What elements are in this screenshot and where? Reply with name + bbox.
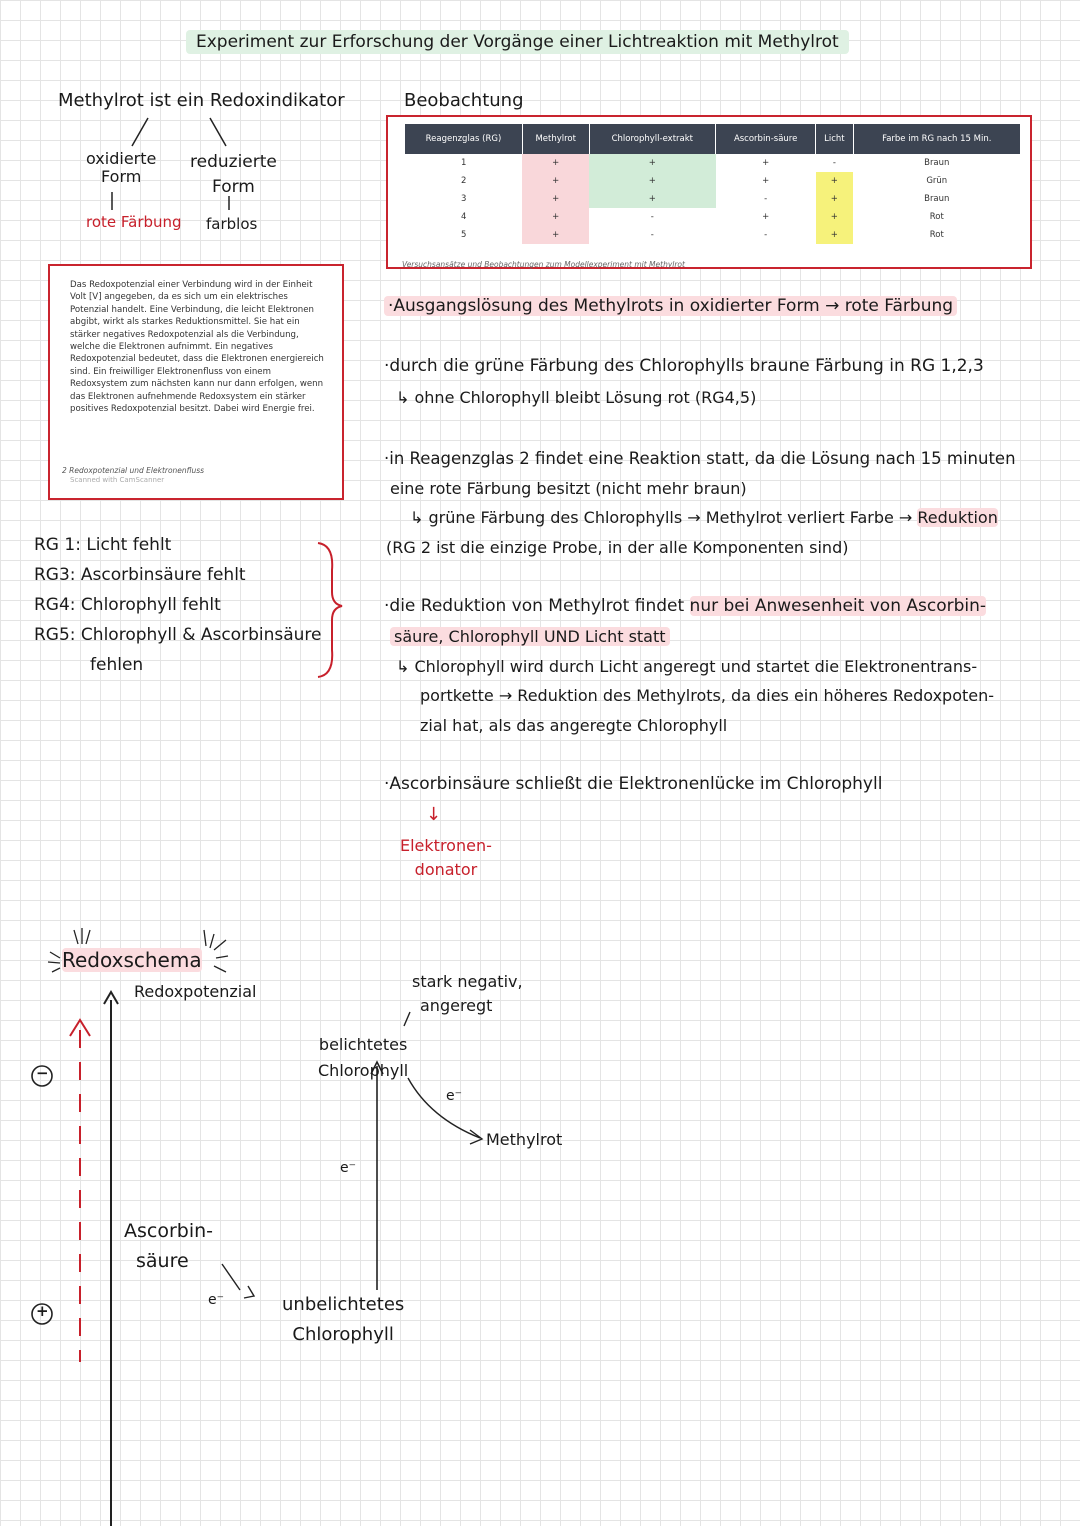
- note-1: ·Ausgangslösung des Methylrots in oxidierter Form → rote Färbung: [384, 296, 957, 316]
- table-cell: +: [522, 154, 589, 172]
- table-cell: +: [522, 226, 589, 244]
- ascorbin-line2: säure: [136, 1250, 189, 1272]
- table-cell: +: [522, 172, 589, 190]
- belichtet-line1: belichtetes: [318, 1035, 408, 1054]
- note-4a-highlight: nur bei Anwesenheit von Ascorbin-: [689, 596, 987, 616]
- list-item: RG4: Chlorophyll fehlt: [34, 595, 221, 615]
- reduced-line2: Form: [212, 177, 255, 197]
- list-item: RG 1: Licht fehlt: [34, 535, 172, 555]
- table-cell: +: [816, 172, 853, 190]
- oxidized-line2: Form: [101, 167, 142, 186]
- methylrot-schema-label: Methylrot: [486, 1130, 563, 1149]
- table-cell: 2: [460, 176, 467, 186]
- table-cell: +: [816, 226, 853, 244]
- table-cell: +: [522, 208, 589, 226]
- ascorbinsaeure-schema-label: [124, 1216, 213, 1276]
- table-header: Licht: [816, 124, 853, 154]
- note-4c: ↳ Chlorophyll wird durch Licht angeregt und startet die Elektronentrans-: [396, 657, 978, 676]
- minus-sign: −: [36, 1064, 49, 1082]
- table-cell: +: [762, 176, 770, 186]
- note-4a-text: ·die Reduktion von Methylrot findet: [384, 596, 685, 616]
- observation-label: Beobachtung: [404, 90, 524, 111]
- belichtetes-chlorophyll: [318, 1032, 408, 1084]
- electron-label-middle: e⁻: [340, 1160, 357, 1176]
- table-cell: 3: [460, 194, 467, 204]
- branch-line-right: [210, 118, 226, 146]
- brace: [318, 543, 342, 677]
- table-cell: Rot: [929, 230, 944, 240]
- electron-donor-line1: Elektronen-: [400, 836, 492, 855]
- scanner-watermark: Scanned with CamScanner: [70, 476, 165, 484]
- methylrot-heading: Methylrot ist ein Redoxindikator: [58, 90, 345, 111]
- list-item: fehlen: [90, 655, 144, 675]
- table-cell: -: [764, 230, 768, 240]
- plus-sign: +: [36, 1302, 49, 1320]
- list-item: RG3: Ascorbinsäure fehlt: [34, 565, 246, 585]
- note-3c-highlight: Reduktion: [917, 508, 998, 527]
- oxidized-line1: oxidierte: [86, 149, 157, 168]
- unbelichtet-line1: unbelichtetes: [282, 1294, 405, 1315]
- table-cell: +: [589, 154, 716, 172]
- table-cell: +: [522, 190, 589, 208]
- page-title: Experiment zur Erforschung der Vorgänge einer Lichtreaktion mit Methylrot: [186, 30, 849, 54]
- table-cell: +: [762, 212, 770, 222]
- note-2b: ↳ ohne Chlorophyll bleibt Lösung rot (RG4,5): [396, 388, 757, 407]
- ascorbin-line1: Ascorbin-: [124, 1220, 214, 1242]
- table-cell: Rot: [929, 212, 944, 222]
- belichtet-line2: Chlorophyll: [318, 1061, 409, 1080]
- note-3d: (RG 2 ist die einzige Probe, in der alle Komponenten sind): [386, 538, 849, 557]
- oxidized-color: rote Färbung: [86, 213, 182, 231]
- table-cell: -: [650, 212, 654, 222]
- note-4e: zial hat, als das angeregte Chlorophyll: [420, 716, 728, 735]
- electron-flow-to-methylrot: [408, 1078, 480, 1138]
- redox-info-text: Das Redoxpotenzial einer Verbindung wird in der Einheit Volt [V] angegeben, da es sich um ein elektrisches Potenzial handelt. Eine Verbindung, die leicht Elektronen abgibt, wirkt als starkes Reduktionsmittel. Sie hat ein stärker negatives Redoxpotenzial als die Verbindung, welche die Elektronen aufnimmt. Ein negatives Redoxpotenzial bedeutet, dass die Elektronen energiereich sind. Ein freiwilliger Elektronenfluss von einem Redoxsystem zum nächsten kann nur dann erfolgen, wenn das Elektronen aufnehmende Redoxsystem ein stärker positives Redoxpotenzial besitzt. Dabei wird Energie frei.: [70, 280, 324, 415]
- table-cell: 1: [460, 158, 467, 168]
- table-cell: +: [816, 208, 853, 226]
- table-cell: Braun: [924, 158, 950, 168]
- table-header: Ascorbin-säure: [716, 124, 816, 154]
- table-caption: Versuchsansätze und Beobachtungen zum Modellexperiment mit Methylrot: [402, 260, 685, 269]
- table-header: Reagenzglas (RG): [405, 124, 522, 154]
- branch-line-left: [132, 118, 148, 146]
- electron-label-bottom: e⁻: [208, 1292, 225, 1308]
- table-cell: +: [589, 172, 716, 190]
- table-cell: Braun: [924, 194, 950, 204]
- table-cell: 5: [460, 230, 467, 240]
- y-axis-label: Redoxpotenzial: [134, 982, 257, 1001]
- reduced-color: farblos: [206, 215, 258, 233]
- schema-title-text: Redoxschema: [62, 948, 202, 972]
- table-cell: Grün: [926, 176, 948, 186]
- electron-donor-line2: donator: [414, 860, 478, 879]
- list-item: RG5: Chlorophyll & Ascorbinsäure: [34, 625, 322, 645]
- electron-label-top: e⁻: [446, 1088, 463, 1104]
- note-4d: portkette → Reduktion des Methylrots, da dies ein höheres Redoxpoten-: [420, 686, 995, 705]
- table-cell: +: [589, 190, 716, 208]
- note-2a: ·durch die grüne Färbung des Chlorophylls braune Färbung in RG 1,2,3: [384, 356, 984, 376]
- table-cell: +: [762, 158, 770, 168]
- table-cell: +: [816, 190, 853, 208]
- angeregt-label: angeregt: [420, 996, 493, 1015]
- unbelichtetes-chlorophyll: [282, 1290, 404, 1350]
- note-5-arrow: ↓: [426, 804, 442, 825]
- stark-negativ-label: stark negativ,: [412, 972, 523, 991]
- note-3b: eine rote Färbung besitzt (nicht mehr braun): [390, 479, 747, 498]
- label-pointer: [404, 1012, 410, 1026]
- note-4b: säure, Chlorophyll UND Licht statt: [390, 627, 670, 646]
- note-3a: ·in Reagenzglas 2 findet eine Reaktion statt, da die Lösung nach 15 minuten: [384, 449, 1016, 468]
- table-cell: -: [650, 230, 654, 240]
- table-header: Chlorophyll-extrakt: [589, 124, 716, 154]
- redox-info-caption: 2 Redoxpotenzial und Elektronenfluss: [62, 466, 205, 475]
- unbelichtet-line2: Chlorophyll: [292, 1324, 394, 1345]
- reduced-line1: reduzierte: [190, 152, 277, 172]
- table-cell: -: [832, 158, 836, 168]
- note-5: ·Ascorbinsäure schließt die Elektronenlücke im Chlorophyll: [384, 774, 883, 794]
- table-cell: 4: [460, 212, 467, 222]
- schema-title: [62, 948, 202, 972]
- table-header: Methylrot: [522, 124, 589, 154]
- electron-flow-from-ascorbin: [222, 1264, 240, 1290]
- table-header: Farbe im RG nach 15 Min.: [853, 124, 1020, 154]
- table-cell: -: [764, 194, 768, 204]
- note-3c-text: ↳ grüne Färbung des Chlorophylls → Methylrot verliert Farbe →: [410, 508, 913, 527]
